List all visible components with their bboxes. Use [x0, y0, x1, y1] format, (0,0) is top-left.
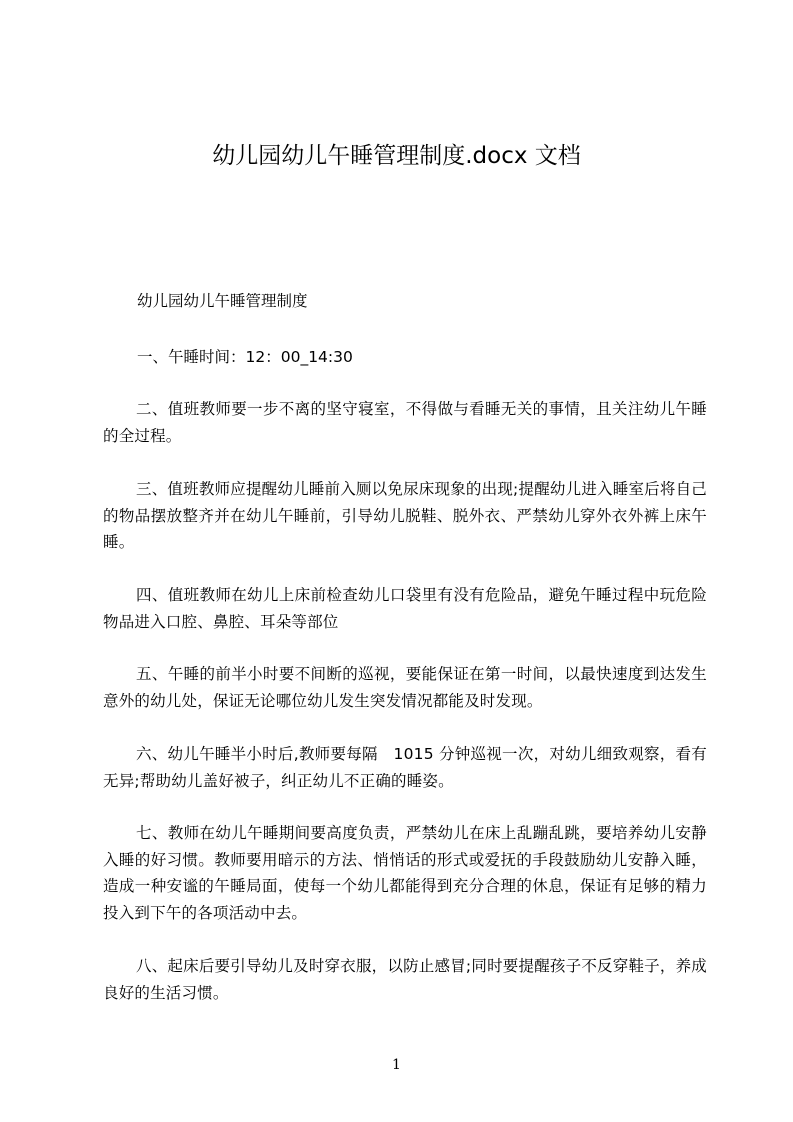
document-title: 幼儿园幼儿午睡管理制度.docx 文档 [212, 143, 581, 169]
paragraph-3: 三、值班教师应提醒幼儿睡前入厕以免尿床现象的出现;提醒幼儿进入睡室后将自己的物品摆放整齐并在幼儿午睡前，引导幼儿脱鞋、脱外衣、严禁幼儿穿外衣外裤上床午睡。 [103, 480, 707, 551]
paragraph-4: 四、值班教师在幼儿上床前检查幼儿口袋里有没有危险品，避免午睡过程中玩危险物品进入口腔、鼻腔、耳朵等部位 [103, 586, 707, 631]
paragraph-2: 二、值班教师要一步不离的坚守寝室，不得做与看睡无关的事情，且关注幼儿午睡的全过程。 [103, 400, 707, 445]
paragraph-8: 八、起床后要引导幼儿及时穿衣服，以防止感冒;同时要提醒孩子不反穿鞋子，养成良好的生活习惯。 [103, 957, 707, 1002]
paragraph-5: 五、午睡的前半小时要不间断的巡视，要能保证在第一时间，以最快速度到达发生意外的幼儿处，保证无论哪位幼儿发生突发情况都能及时发现。 [103, 665, 707, 710]
paragraph-1: 一、午睡时间：12：00_14:30 [137, 348, 353, 366]
document-heading: 幼儿园幼儿午睡管理制度 [137, 292, 308, 310]
paragraph-7: 七、教师在幼儿午睡期间要高度负责，严禁幼儿在床上乱蹦乱跳，要培养幼儿安静入睡的好习惯。教师要用暗示的方法、悄悄话的形式或爱抚的手段鼓励幼儿安静入睡，造成一种安谧的午睡局面，使每一个幼儿都能得到充分合理的休息，保证有足够的精力投入到下午的各项活动中去。 [103, 824, 707, 922]
paragraph-6: 六、幼儿午睡半小时后,教师要每隔 1015 分钟巡视一次，对幼儿细致观察，看有无异;帮助幼儿盖好被子，纠正幼儿不正确的睡姿。 [103, 745, 707, 790]
page-number: 1 [392, 1057, 401, 1073]
